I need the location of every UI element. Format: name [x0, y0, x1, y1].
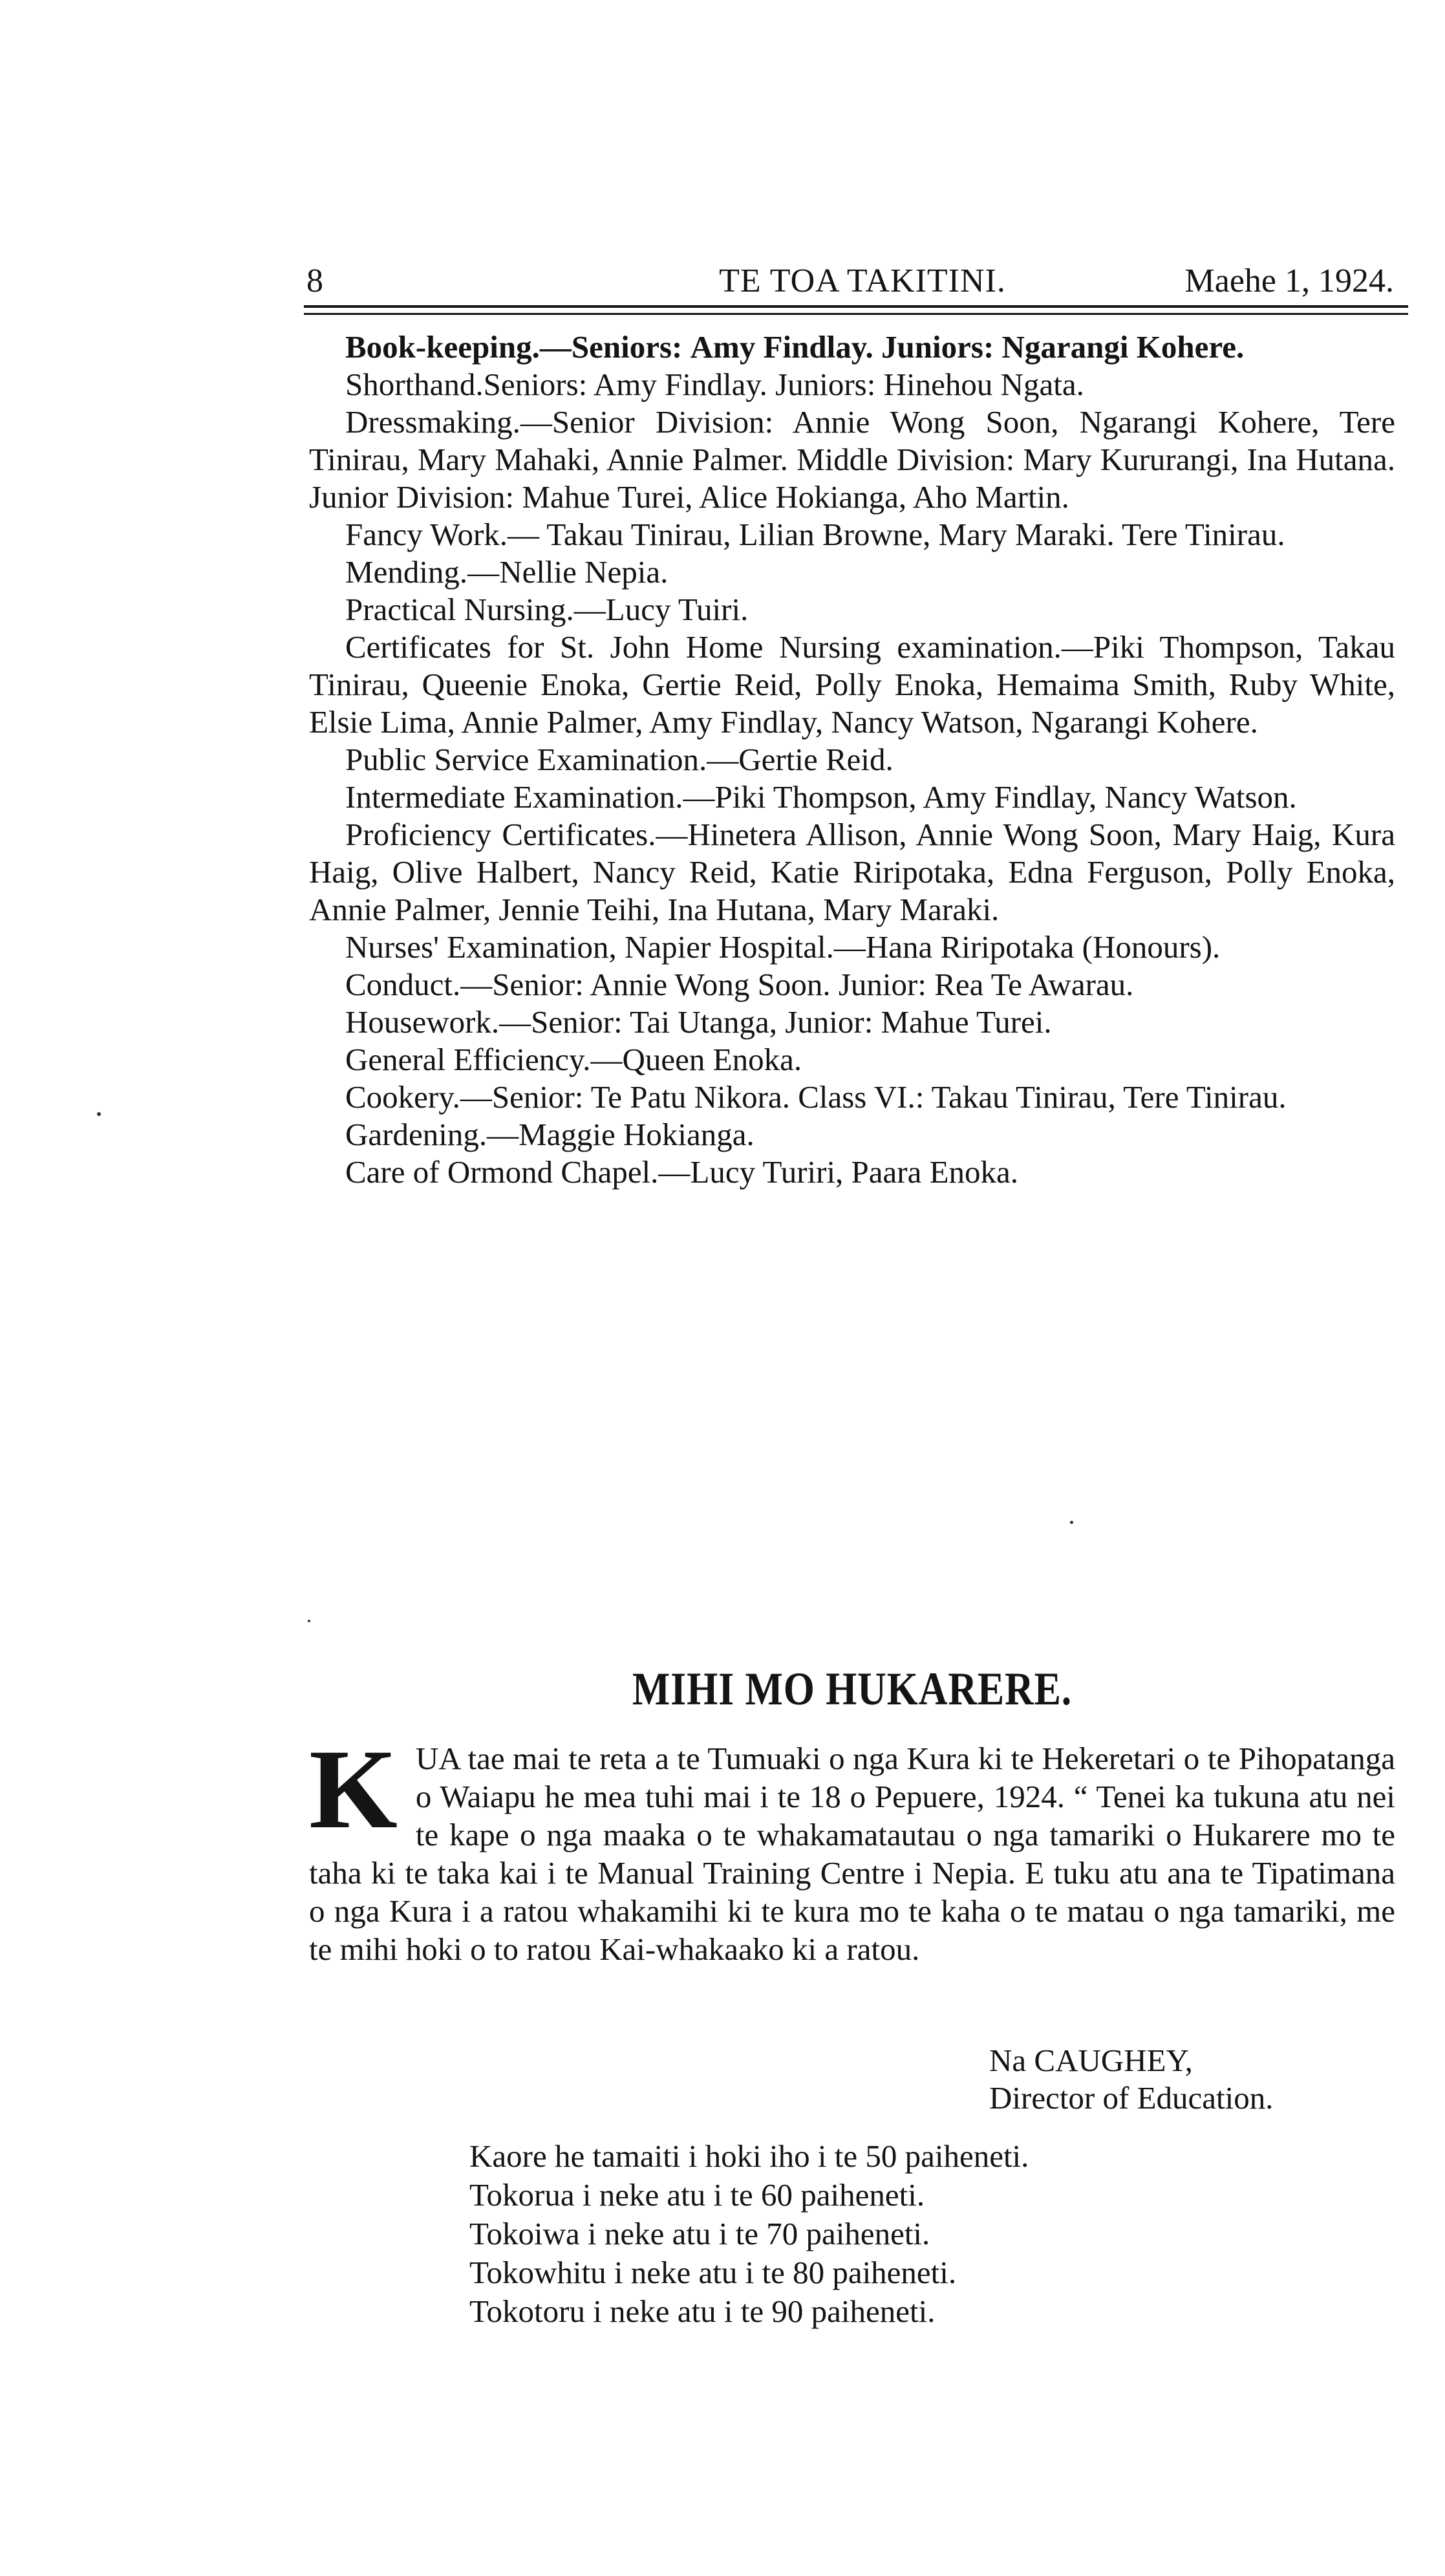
prize-entry [309, 966, 1395, 1004]
prize-entry [309, 1116, 1395, 1154]
prize-label: Housework.—Senior: [345, 1004, 623, 1040]
signature-name: Na CAUGHEY, [989, 2043, 1193, 2078]
header-rule-double [304, 313, 1408, 315]
drop-cap: K [309, 1726, 398, 1852]
prize-entry [309, 816, 1395, 928]
issue-date: Maehe 1, 1924. [1184, 263, 1394, 299]
prize-label: Intermediate Examination.— [345, 779, 715, 815]
prize-label: Practical Nursing.— [345, 592, 606, 627]
publication-title: TE TOA TAKITINI. [719, 263, 1006, 299]
prize-label: Gardening.— [345, 1117, 519, 1152]
prize-label: Public Service Examination.— [345, 742, 739, 777]
prize-label: Care of Ormond Chapel.— [345, 1154, 690, 1190]
prize-winners: Amy Findlay. Juniors: Hinehou Ngata. [593, 367, 1084, 402]
paper-speck [1070, 1521, 1073, 1524]
prize-winners: Tai Utanga, Junior: Mahue Turei. [630, 1004, 1052, 1040]
prize-winners: Hana Riripotaka (Honours). [865, 929, 1221, 965]
prize-label: Certificates for St. John Home Nursing examination.— [345, 629, 1093, 665]
prize-entry [309, 1079, 1395, 1116]
prize-entry [309, 591, 1395, 628]
prize-winners: Annie Wong Soon, Ngarangi Kohere, Tere Tinirau, Mary Mahaki, Annie Palmer. Middle Division: Mary Kururangi, Ina Hutana. Junior Division: Mahue Turei, Alice Hokianga, Aho Martin. [309, 404, 1395, 515]
paper-speck [308, 1620, 310, 1622]
article-body [309, 1726, 1395, 1968]
article-paragraph [309, 1726, 1395, 1968]
prize-winners: Te Patu Nikora. Class VI.: Takau Tinirau, Tere Tinirau. [590, 1079, 1287, 1115]
prize-entry [309, 516, 1395, 553]
prize-label: Book-keeping.—Seniors: [345, 329, 683, 365]
result-line: Tokoiwa i neke atu i te 70 paiheneti. [469, 2216, 930, 2251]
prize-label: General Efficiency.— [345, 1042, 623, 1077]
prize-winners: Queen Enoka. [622, 1042, 802, 1077]
article-title: MIHI MO HUKARERE. [632, 1663, 1073, 1715]
page-number: 8 [306, 263, 323, 299]
results-list [469, 2137, 1029, 2331]
prize-winners: Takau Tinirau, Lilian Browne, Mary Maraki. Tere Tinirau. [546, 517, 1285, 552]
prize-entry [309, 741, 1395, 778]
prize-label: Fancy Work.— [345, 517, 540, 552]
prize-label: Proficiency Certificates.— [345, 817, 688, 852]
prize-entry [309, 1154, 1395, 1191]
prize-label: Dressmaking.—Senior Division: [345, 404, 774, 440]
page-header [306, 262, 1418, 301]
prize-entry [309, 328, 1395, 366]
prize-winners: Gertie Reid. [738, 742, 894, 777]
result-line: Tokowhitu i neke atu i te 80 paiheneti. [469, 2255, 957, 2290]
prize-label: Shorthand.Seniors: [345, 367, 588, 402]
prize-label: Mending.— [345, 554, 500, 590]
article-text: UA tae mai te reta a te Tumuaki o nga Kura ki te Hekeretari o te Pihopatanga o Waiapu he mea tuhi mai i te 18 o Pepuere, 1924. “ Tenei ka tukuna atu nei te kape o nga maaka o te whakamatautau o nga tamariki o Hukarere mo te taha ki te taka kai i te Manual Training Centre i Nepia. E tuku atu ana te Tipatimana o nga Kura i a ratou whakamihi ki te kura mo te kaha o te matau o nga tamariki, me te mihi hoki o to ratou Kai-whakaako ki a ratou. [309, 1741, 1395, 1967]
prize-entry [309, 1004, 1395, 1041]
prize-winners: Annie Wong Soon. Junior: Rea Te Awarau. [590, 967, 1134, 1002]
prize-winners: Maggie Hokianga. [519, 1117, 755, 1152]
header-rule [304, 305, 1408, 308]
prize-entry [309, 1041, 1395, 1079]
prize-winners: Hinetera Allison, Annie Wong Soon, Mary Haig, Kura Haig, Olive Halbert, Nancy Reid, Katie Riripotaka, Edna Ferguson, Polly Enoka, Annie Palmer, Jennie Teihi, Ina Hutana, Mary Maraki. [309, 817, 1396, 927]
prize-label: Nurses' Examination, Napier Hospital.— [345, 929, 866, 965]
prize-winners: Piki Thompson, Takau Tinirau, Queenie Enoka, Gertie Reid, Polly Enoka, Hemaima Smith, Ruby White, Elsie Lima, Annie Palmer, Amy Findlay, Nancy Watson, Ngarangi Kohere. [309, 629, 1395, 740]
prize-label: Cookery.—Senior: [345, 1079, 584, 1115]
prize-list [309, 328, 1395, 1191]
prize-winners: Amy Findlay. Juniors: Ngarangi Kohere. [690, 329, 1245, 365]
prize-entry [309, 778, 1395, 816]
prize-entry [309, 928, 1395, 966]
signature-role: Director of Education. [989, 2080, 1274, 2116]
result-line: Kaore he tamaiti i hoki iho i te 50 paiheneti. [469, 2138, 1029, 2174]
prize-entry [309, 628, 1395, 741]
prize-label: Conduct.—Senior: [345, 967, 584, 1002]
prize-winners: Piki Thompson, Amy Findlay, Nancy Watson. [714, 779, 1297, 815]
prize-winners: Nellie Nepia. [499, 554, 669, 590]
signature-block [989, 2042, 1273, 2117]
result-line: Tokorua i neke atu i te 60 paiheneti. [469, 2177, 925, 2213]
prize-entry [309, 553, 1395, 591]
result-line: Tokotoru i neke atu i te 90 paiheneti. [469, 2293, 936, 2329]
prize-entry [309, 403, 1395, 516]
paper-speck [97, 1112, 101, 1116]
prize-winners: Lucy Tuiri. [605, 592, 749, 627]
prize-entry [309, 366, 1395, 403]
prize-winners: Lucy Turiri, Paara Enoka. [690, 1154, 1019, 1190]
